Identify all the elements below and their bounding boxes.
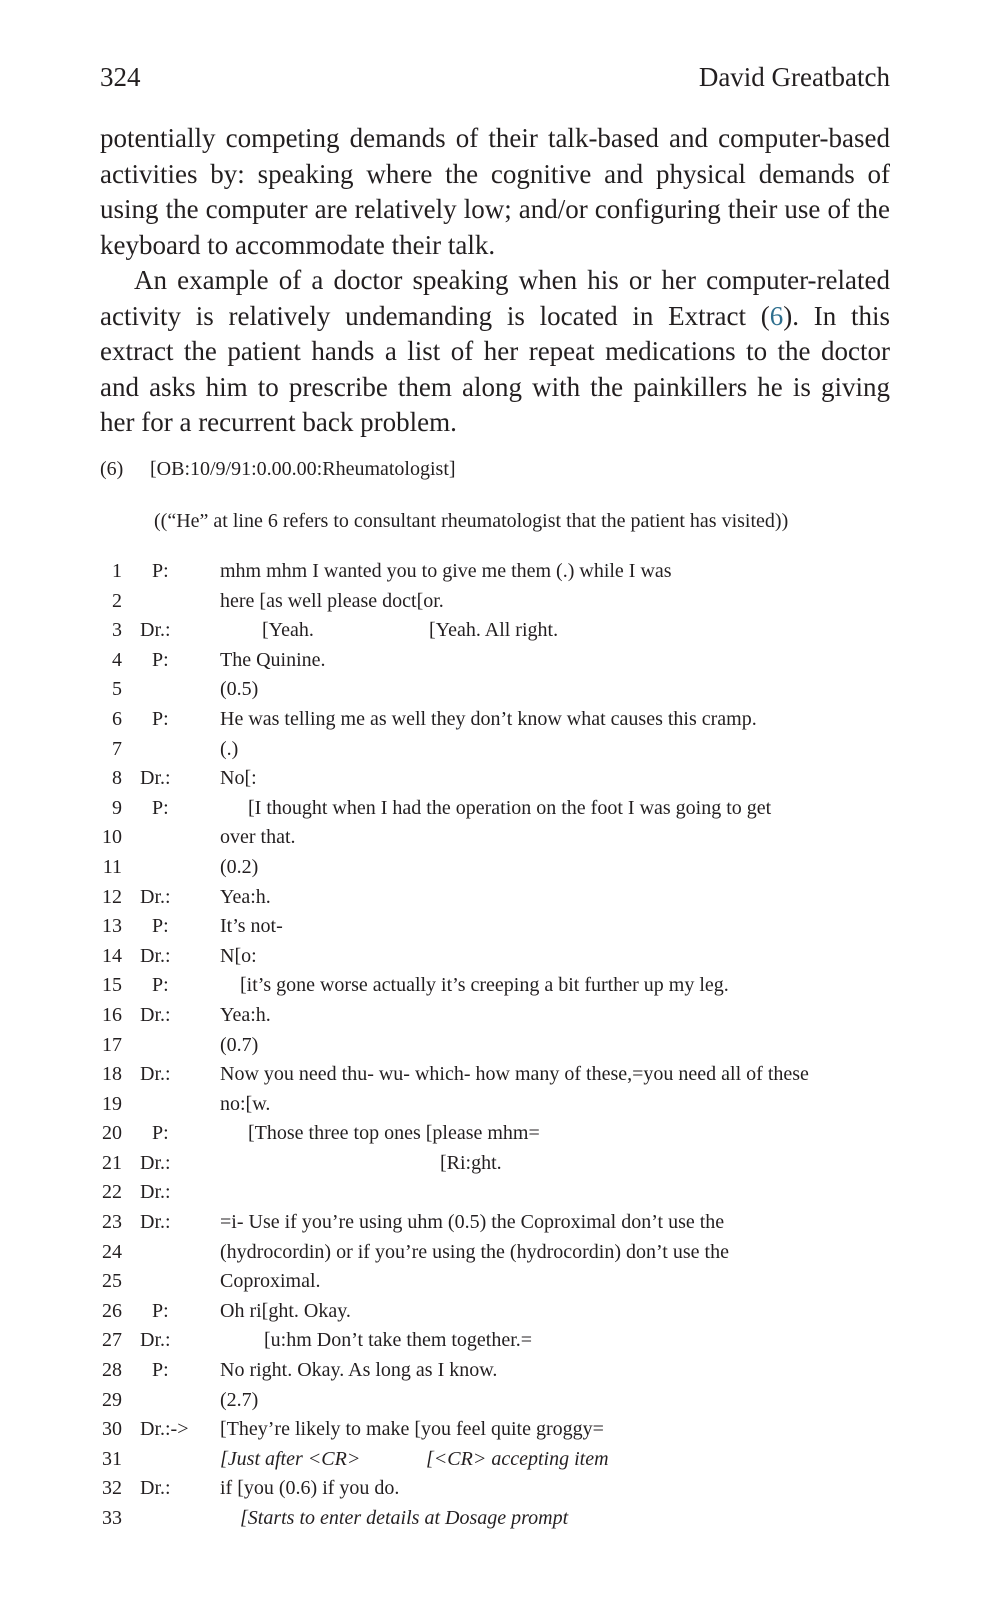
- transcript: [100, 557, 900, 1534]
- line-number: 6: [112, 707, 122, 730]
- utterance: [u:hm Don’t take them together.=: [264, 1329, 533, 1352]
- transcript-line: [100, 1090, 900, 1120]
- transcript-line: [100, 1356, 900, 1386]
- extract-note: ((“He” at line 6 refers to consultant rheumatologist that the patient has visited)): [154, 510, 789, 532]
- transcript-line: [100, 557, 900, 587]
- speaker: Dr.:: [140, 1477, 171, 1500]
- speaker: P:: [152, 796, 169, 819]
- transcript-line: [100, 1001, 900, 1031]
- extract-label: (6): [100, 458, 124, 480]
- transcript-line: [100, 1415, 900, 1445]
- transcript-line: [100, 1445, 900, 1475]
- utterance: Oh ri[ght. Okay.: [220, 1299, 351, 1322]
- line-number: 29: [102, 1388, 122, 1411]
- line-number: 25: [102, 1270, 122, 1293]
- transcript-line: [100, 1208, 900, 1238]
- line-number: 27: [102, 1329, 122, 1352]
- utterance: Yea:h.: [220, 885, 271, 908]
- speaker: P:: [152, 560, 169, 582]
- transcript-line: [100, 1238, 900, 1268]
- line-number: 16: [102, 1003, 122, 1026]
- line-number: 7: [112, 737, 122, 760]
- utterance: [They’re likely to make [you feel quite groggy=: [220, 1418, 604, 1441]
- transcript-line: [100, 1386, 900, 1416]
- extract-source: [OB:10/9/91:0.00.00:Rheumatologist]: [150, 458, 456, 480]
- line-number: 33: [102, 1507, 122, 1529]
- utterance: =i- Use if you’re using uhm (0.5) the Coproximal don’t use the: [220, 1211, 725, 1234]
- speaker: Dr.:: [140, 1211, 171, 1234]
- body-text: [100, 121, 890, 441]
- speaker: Dr.:: [140, 1151, 171, 1174]
- speaker: P:: [152, 1359, 169, 1382]
- running-head-author: David Greatbatch: [698, 62, 890, 92]
- speaker: Dr.:: [140, 1003, 171, 1026]
- transcript-line: [100, 587, 900, 617]
- line-number: 21: [102, 1151, 122, 1174]
- transcript-line: [100, 1504, 900, 1534]
- transcript-line: [100, 764, 900, 794]
- utterance: Now you need thu- wu- which- how many of these,=you need all of these: [220, 1063, 809, 1086]
- utterance: (hydrocordin) or if you’re using the (hydrocordin) don’t use the: [220, 1240, 729, 1263]
- line-number: 5: [112, 678, 122, 701]
- utterance: here [as well please doct[or.: [220, 589, 444, 612]
- line-number: 31: [102, 1447, 122, 1470]
- transcript-line: [100, 794, 900, 824]
- line-number: 19: [102, 1092, 122, 1115]
- utterance: The Quinine.: [220, 648, 326, 671]
- line-number: 1: [112, 560, 122, 582]
- utterance: (0.2): [220, 855, 259, 878]
- transcript-line: [100, 1267, 900, 1297]
- utterance: Coproximal.: [220, 1270, 321, 1293]
- line-number: 3: [112, 619, 122, 642]
- utterance: no:[w.: [220, 1092, 271, 1115]
- transcript-line: [100, 883, 900, 913]
- speaker: Dr.:: [140, 885, 171, 908]
- utterance: over that.: [220, 826, 296, 849]
- speaker: Dr.:: [140, 944, 171, 967]
- line-number: 32: [102, 1477, 122, 1500]
- utterance: (2.7): [220, 1388, 259, 1411]
- utterance: (.): [220, 737, 239, 760]
- line-number: 10: [102, 826, 122, 849]
- line-number: 12: [102, 885, 122, 908]
- utterance: No right. Okay. As long as I know.: [220, 1359, 498, 1382]
- transcript-line: [100, 823, 900, 853]
- line-number: 28: [102, 1359, 122, 1382]
- line-number: 22: [102, 1181, 122, 1204]
- speaker: Dr.:: [140, 767, 171, 790]
- line-number: 17: [102, 1033, 122, 1056]
- transcript-line: [100, 675, 900, 705]
- line-number: 11: [102, 855, 122, 878]
- transcript-line: [100, 912, 900, 942]
- utterance: (0.7): [220, 1033, 259, 1056]
- utterance: Yea:h.: [220, 1003, 271, 1026]
- utterance: He was telling me as well they don’t know what causes this cramp.: [220, 707, 757, 730]
- speaker: Dr.:: [140, 1181, 171, 1204]
- line-number: 4: [112, 648, 122, 671]
- utterance-overlap: [Ri:ght.: [440, 1151, 502, 1174]
- paragraph-text-before-link: An example of a doctor speaking when his or her computer-related activity is relatively undemanding is located in Extract (: [100, 265, 890, 331]
- utterance: [Those three top ones [please mhm=: [248, 1122, 540, 1145]
- transcript-line: [100, 1326, 900, 1356]
- transcript-line: [100, 735, 900, 765]
- line-number: 13: [102, 915, 122, 938]
- transcript-line: [100, 1060, 900, 1090]
- computer-action-note-overlap: [<CR> accepting item: [426, 1447, 609, 1470]
- line-number: 30: [102, 1418, 122, 1441]
- line-number: 15: [102, 974, 122, 997]
- paragraph-text-after-link: ). In this extract the patient hands a list of her repeat medications to the doctor and asks him to prescribe them along with the painkillers he is giving her for a recurrent back problem.: [100, 300, 890, 437]
- utterance: No[:: [220, 767, 257, 790]
- computer-action-note: [Just after <CR>: [220, 1447, 361, 1470]
- transcript-line: [100, 1149, 900, 1179]
- line-number: 26: [102, 1299, 122, 1322]
- extract-reference-link[interactable]: 6: [769, 300, 784, 331]
- line-number: 14: [102, 944, 122, 967]
- speaker: Dr.:->: [140, 1418, 189, 1441]
- speaker: P:: [152, 915, 169, 938]
- line-number: 9: [112, 796, 122, 819]
- speaker: P:: [152, 1299, 169, 1322]
- speaker: P:: [152, 648, 169, 671]
- line-number: 23: [102, 1211, 122, 1234]
- paragraph-continued: potentially competing demands of their talk-based and computer-based activities by: speaking where the cognitive and physical demands of using the computer are relatively low; and/or configuring their use of the keyboard to accommodate their talk.: [100, 123, 890, 260]
- line-number: 2: [112, 589, 122, 612]
- speaker: P:: [152, 1122, 169, 1145]
- paragraph-extract-intro: [100, 263, 890, 441]
- transcript-line: [100, 1474, 900, 1504]
- transcript-line: [100, 1297, 900, 1327]
- transcript-line: [100, 646, 900, 676]
- utterance-overlap: [Yeah. All right.: [429, 619, 559, 642]
- speaker: P:: [152, 974, 169, 997]
- transcript-line: [100, 1178, 900, 1208]
- speaker: P:: [152, 707, 169, 730]
- utterance: N[o:: [220, 944, 257, 967]
- transcript-line: [100, 942, 900, 972]
- transcript-line: [100, 1031, 900, 1061]
- computer-action-note: [Starts to enter details at Dosage prompt: [240, 1507, 569, 1529]
- line-number: 24: [102, 1240, 122, 1263]
- line-number: 8: [112, 767, 122, 790]
- speaker: Dr.:: [140, 619, 171, 642]
- utterance: [I thought when I had the operation on the foot I was going to get: [248, 796, 772, 819]
- utterance: (0.5): [220, 678, 259, 701]
- transcript-line: [100, 971, 900, 1001]
- utterance: It’s not-: [220, 915, 283, 938]
- page-header: [100, 62, 890, 102]
- utterance: if [you (0.6) if you do.: [220, 1477, 400, 1500]
- transcript-line: [100, 705, 900, 735]
- utterance: mhm mhm I wanted you to give me them (.) while I was: [220, 560, 672, 582]
- speaker: Dr.:: [140, 1063, 171, 1086]
- utterance: [Yeah.: [262, 619, 314, 642]
- line-number: 20: [102, 1122, 122, 1145]
- speaker: Dr.:: [140, 1329, 171, 1352]
- transcript-line: [100, 853, 900, 883]
- line-number: 18: [102, 1063, 122, 1086]
- utterance: [it’s gone worse actually it’s creeping a bit further up my leg.: [240, 974, 729, 997]
- transcript-line: [100, 1119, 900, 1149]
- page-number: 324: [100, 62, 141, 92]
- transcript-line: [100, 616, 900, 646]
